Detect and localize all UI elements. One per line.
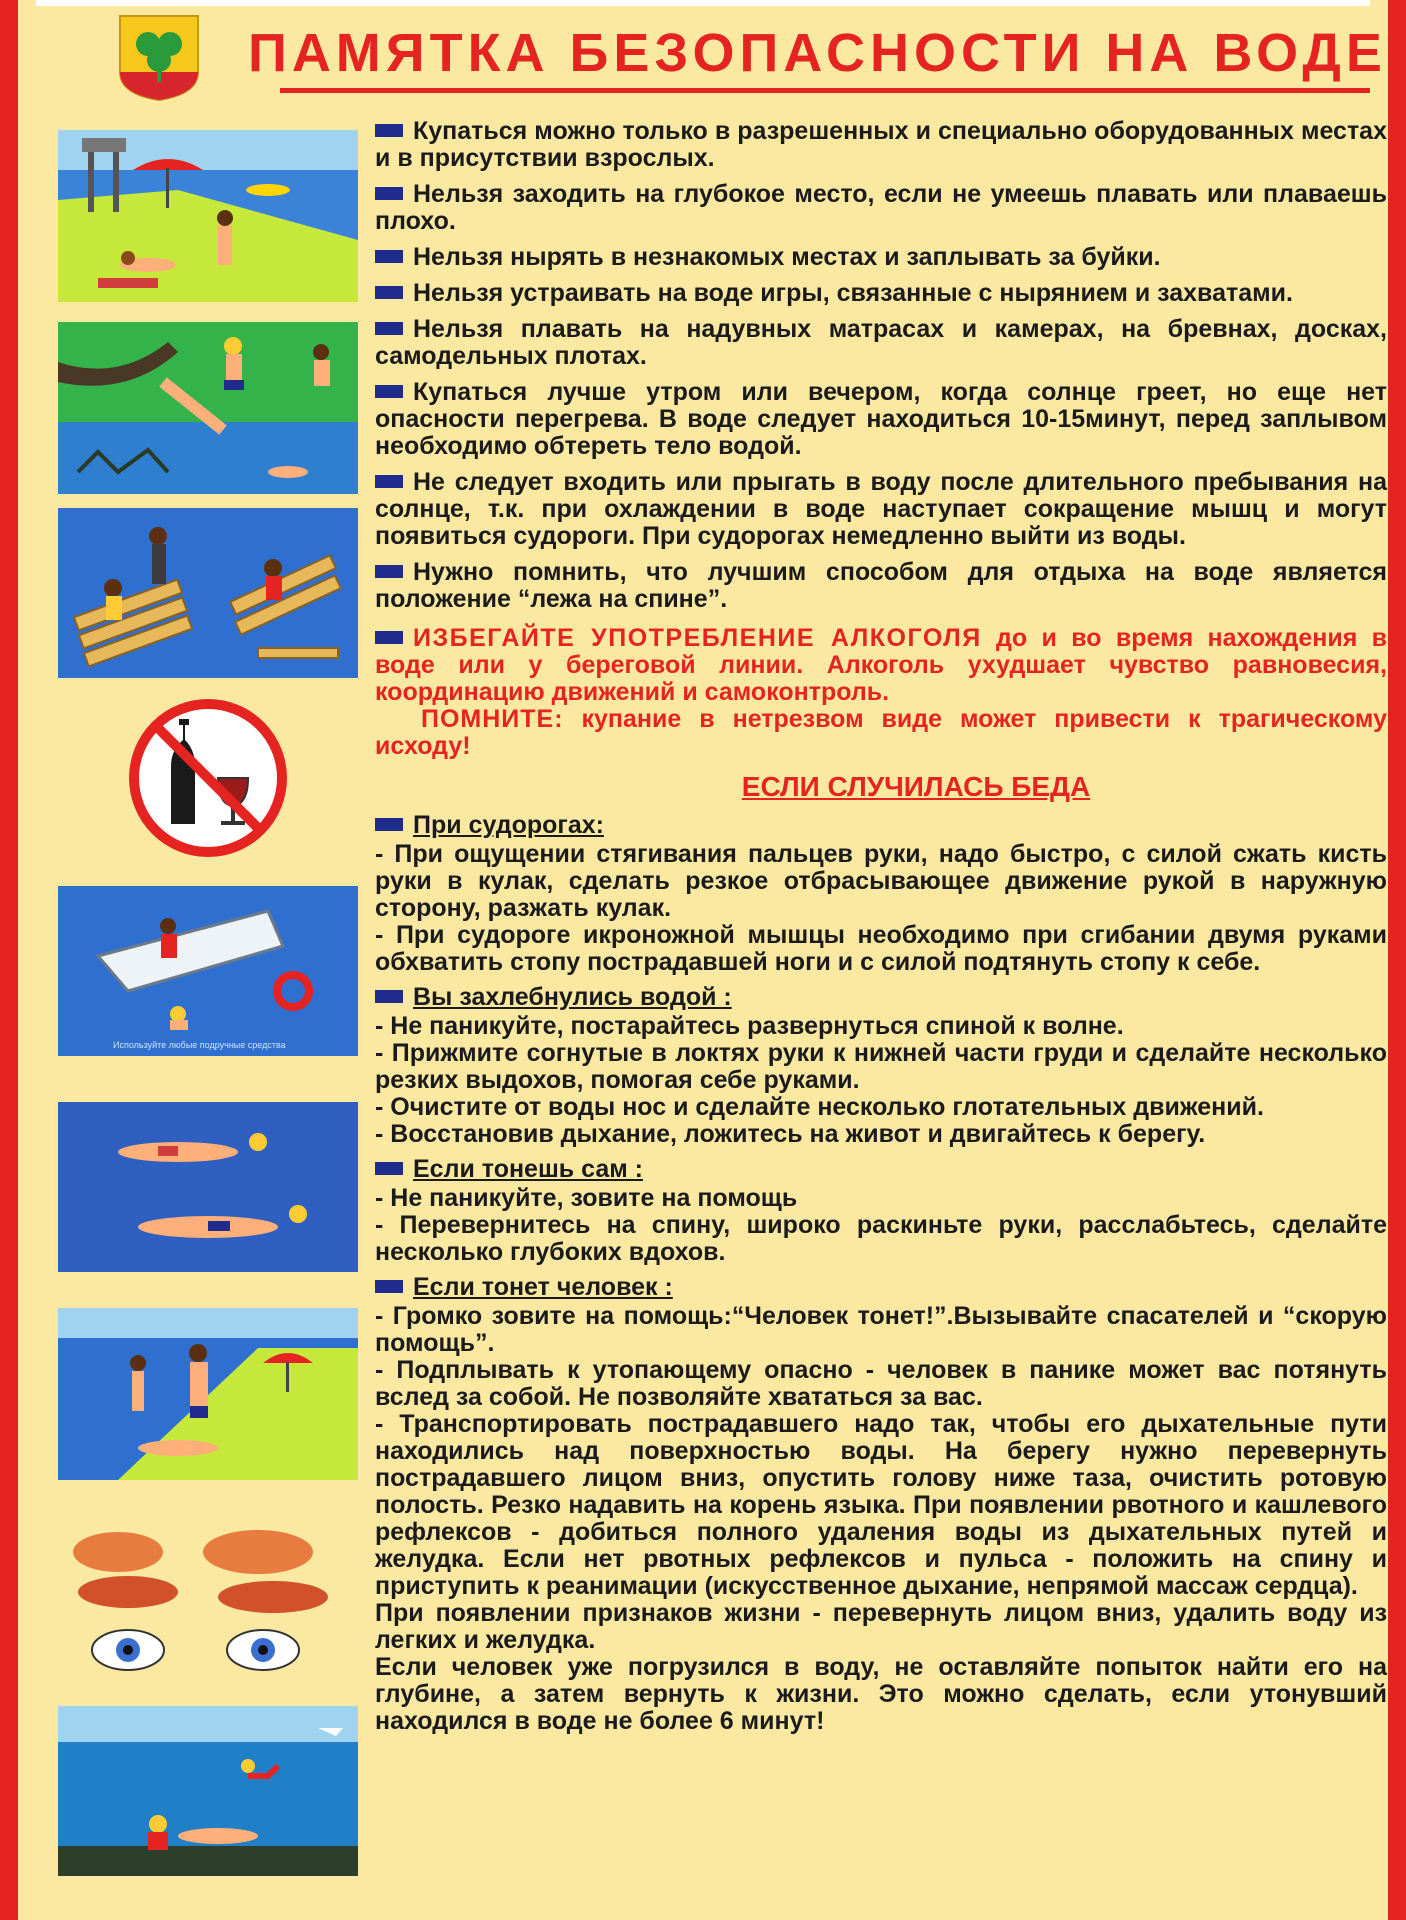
bullet-icon: [375, 565, 403, 578]
bullet-icon: [375, 1162, 403, 1175]
resuscitation-illustration: [58, 1512, 358, 1684]
list-item: - Громко зовите на помощь:“Человек тонет!”.Вызывайте спасателей и “скорую помощь”.: [375, 1302, 1387, 1357]
rule-item: Не следует входить или прыгать в воду после длительного пребывания на солнце, т.к. при охлаждении в воде наступает сокращение мышц и могут появиться судороги. При судорогах немедленно выйти из воды.: [375, 468, 1387, 550]
bullet-icon: [375, 187, 403, 200]
rule-item: Нельзя устраивать на воде игры, связанные с нырянием и захватами.: [375, 280, 1387, 307]
bullet-icon: [375, 990, 403, 1003]
clover-coat-of-arms-icon: [118, 14, 200, 102]
beach-illustration: [58, 130, 358, 302]
bullet-icon: [375, 124, 403, 137]
list-item: - Перевернитесь на спину, широко раскиньте руки, расслабьтесь, сделайте несколько глубоких вдохов.: [375, 1211, 1387, 1266]
no-alcohol-sign: [58, 692, 358, 864]
diving-illustration: [58, 322, 358, 494]
underwater-rescue-illustration: [58, 1706, 358, 1876]
alcohol-warning: [375, 625, 1387, 760]
list-item: Если человек уже погрузился в воду, не оставляйте попыток найти его на глубине, а затем вернуть к жизни. Это можно сделать, если утонувший находился в воде не более 6 минут!: [375, 1653, 1387, 1735]
top-edge: [36, 0, 1370, 6]
list-item: - Очистите от воды нос и сделайте несколько глотательных движений.: [375, 1093, 1264, 1121]
raft-illustration: [58, 508, 358, 678]
list-item: - Транспортировать пострадавшего надо так, чтобы его дыхательные пути находились над поверхностью воды. На берегу нужно перевернуть пострадавшего лицом вниз, опустить голову ниже таза, очистить ротовую полость. Резко надавить на корень языка. При появлении рвотного и кашлевого рефлексов - добиться полного удаления воды из дыхательных путей и желудка. Если нет рвотных рефлексов и пульса - положить на спину и приступить к реанимации (искусственное дыхание, непрямой массаж сердца).: [375, 1410, 1387, 1600]
emergency-title: ЕСЛИ СЛУЧИЛАСЬ БЕДА: [741, 771, 1091, 802]
alcohol-title: ИЗБЕГАЙТЕ УПОТРЕБЛЕНИЕ АЛКОГОЛЯ: [413, 624, 982, 652]
rule-item: Нужно помнить, что лучшим способом для отдыха на воде является положение “лежа на спине”.: [375, 558, 1387, 613]
list-item: - Восстановив дыхание, ложитесь на живот и двигайтесь к берегу.: [375, 1120, 1206, 1148]
drowning-self-heading: Если тонешь сам :: [375, 1156, 1387, 1183]
rule-item: Купаться можно только в разрешенных и специально оборудованных местах и в присутствии взрослых.: [375, 117, 1387, 172]
bullet-icon: [375, 475, 403, 488]
list-item: - При судороге икроножной мышцы необходимо при сгибании двумя руками обхватить стопу пострадавшей ноги и с силой подтянуть стопу к себе.: [375, 921, 1387, 976]
list-item: При появлении признаков жизни - перевернуть лицом вниз, удалить воду из легких и желудка.: [375, 1599, 1387, 1654]
memo-text: [375, 118, 1387, 1735]
remember-text: купание в нетрезвом виде может привести к трагическому исходу!: [375, 705, 1387, 760]
rule-item: Купаться лучше утром или вечером, когда солнце греет, но еще нет опасности перегрева. В воде следует находиться 10-15минут, перед заплывом необходимо обтереть тело водой.: [375, 378, 1387, 460]
rule-item: Нельзя заходить на глубокое место, если не умеешь плавать или плаваешь плохо.: [375, 180, 1387, 235]
rule-item: Нельзя плавать на надувных матрасах и камерах, на бревнах, досках, самодельных плотах.: [375, 315, 1387, 370]
list-item: - Подплывать к утопающему опасно - человек в панике может вас потянуть вслед за собой. Не позволяйте хвататься за вас.: [375, 1356, 1387, 1411]
rule-item: Нельзя нырять в незнакомых местах и заплывать за буйки.: [375, 244, 1387, 271]
list-item: - Не паникуйте, постарайтесь развернуться спиной к волне.: [375, 1012, 1124, 1040]
page-title: ПАМЯТКА БЕЗОПАСНОСТИ НА ВОДЕ: [248, 23, 1387, 83]
bullet-icon: [375, 322, 403, 335]
bullet-icon: [375, 818, 403, 831]
drowning-other-heading: Если тонет человек :: [375, 1274, 1387, 1301]
bullet-icon: [375, 1280, 403, 1293]
alcohol-text: до и во время нахождения в воде или у береговой линии. Алкоголь ухудшает чувство равновесия, координацию движений и самоконтроль.: [375, 624, 1387, 706]
bullet-icon: [375, 250, 403, 263]
floating-swimmers-illustration: [58, 1102, 358, 1272]
rescue-boat-illustration: [58, 886, 358, 1056]
boat-caption: Используйте любые подручные средства: [113, 1040, 286, 1050]
lifeguard-beach-illustration: [58, 1308, 358, 1480]
choked-heading: Вы захлебнулись водой :: [375, 984, 1387, 1011]
title-underline: [280, 88, 1370, 93]
bullet-icon: [375, 286, 403, 299]
bullet-icon: [375, 631, 403, 644]
cramps-heading: При судорогах:: [375, 812, 1387, 839]
list-item: - Прижмите согнутые в локтях руки к нижней части груди и сделайте несколько резких выдохов, помогая себе руками.: [375, 1039, 1387, 1094]
bullet-icon: [375, 385, 403, 398]
list-item: - При ощущении стягивания пальцев руки, надо быстро, с силой сжать кисть руки в кулак, сделать резкое отбрасывающее движение рукой в наружную сторону, разжать кулак.: [375, 840, 1387, 922]
remember-label: ПОМНИТЕ:: [421, 705, 564, 733]
list-item: - Не паникуйте, зовите на помощь: [375, 1184, 798, 1212]
